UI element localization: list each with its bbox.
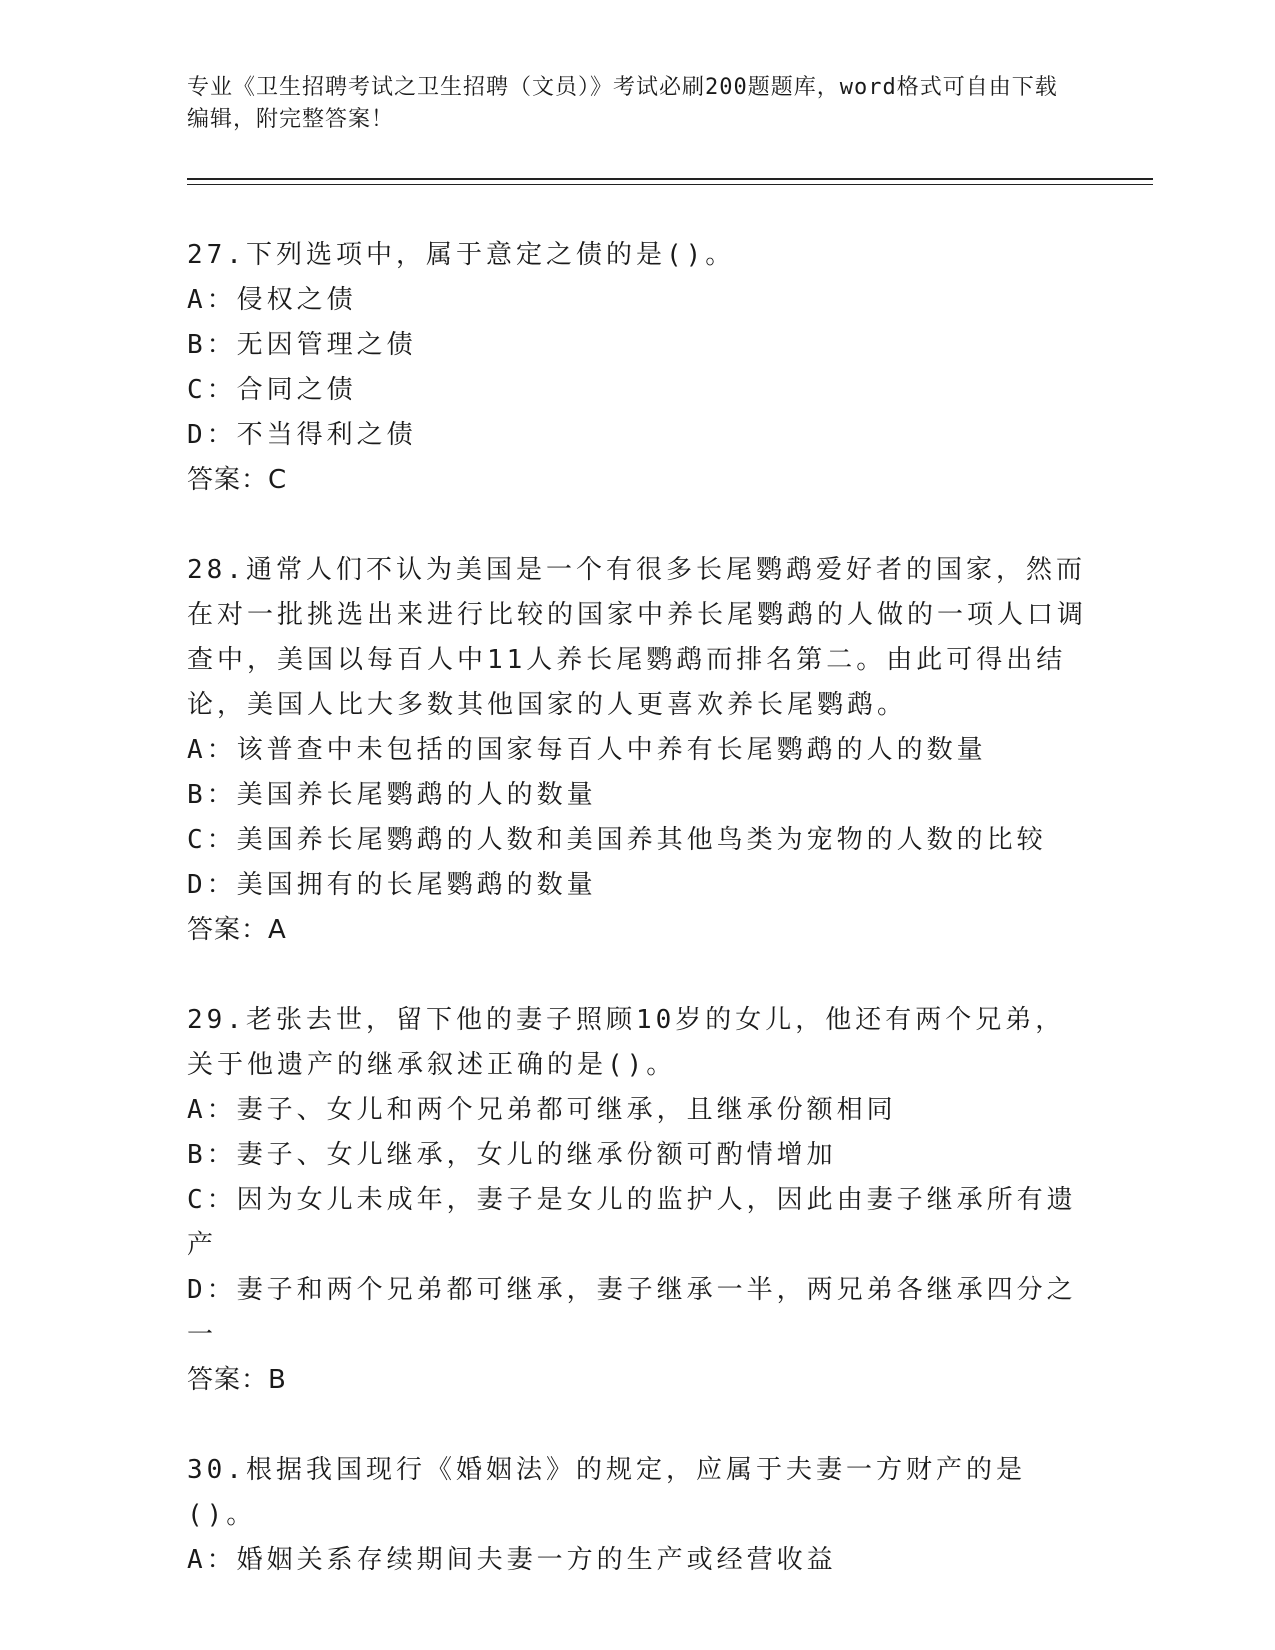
question-text: 29.老张去世，留下他的妻子照顾10岁的女儿，他还有两个兄弟，关于他遗产的继承叙述正确的是()。	[187, 1005, 1066, 1080]
question-list	[187, 233, 1087, 1628]
option-a: A：妻子、女儿和两个兄弟都可继承，且继承份额相同	[187, 1095, 897, 1125]
option-c: C：合同之债	[187, 375, 357, 405]
option-d: D：妻子和两个兄弟都可继承，妻子继承一半，两兄弟各继承四分之一	[187, 1275, 1077, 1350]
option-d: D：美国拥有的长尾鹦鹉的数量	[187, 870, 597, 900]
header-divider-thin	[187, 184, 1153, 185]
option-c: C：因为女儿未成年，妻子是女儿的监护人，因此由妻子继承所有遗产	[187, 1185, 1077, 1260]
question-text: 28.通常人们不认为美国是一个有很多长尾鹦鹉爱好者的国家，然而在对一批挑选出来进行比较的国家中养长尾鹦鹉的人做的一项人口调查中，美国以每百人中11人养长尾鹦鹉而排名第二。由此可得出结论，美国人比大多数其他国家的人更喜欢养长尾鹦鹉。	[187, 555, 1088, 720]
option-b: B：妻子、女儿继承，女儿的继承份额可酌情增加	[187, 1140, 837, 1170]
option-a: A：侵权之债	[187, 285, 357, 315]
option-a: A：婚姻关系存续期间夫妻一方的生产或经营收益	[187, 1545, 837, 1575]
question-text: 27.下列选项中，属于意定之债的是()。	[187, 240, 736, 270]
answer-line: 答案：C	[187, 465, 288, 495]
question-text: 30.根据我国现行《婚姻法》的规定，应属于夫妻一方财产的是()。	[187, 1455, 1026, 1530]
option-d: D：不当得利之债	[187, 420, 417, 450]
question-27	[187, 233, 1087, 503]
header-divider-thick	[187, 178, 1153, 180]
option-b: B：无因管理之债	[187, 330, 417, 360]
option-c: C：美国养长尾鹦鹉的人数和美国养其他鸟类为宠物的人数的比较	[187, 825, 1047, 855]
option-b: B：美国养长尾鹦鹉的人的数量	[187, 780, 597, 810]
question-29	[187, 998, 1087, 1403]
answer-line: 答案：B	[187, 1365, 287, 1395]
answer-line: 答案：A	[187, 915, 287, 945]
question-30	[187, 1448, 1087, 1583]
option-a: A：该普查中未包括的国家每百人中养有长尾鹦鹉的人的数量	[187, 735, 987, 765]
question-28	[187, 548, 1087, 953]
document-header: 专业《卫生招聘考试之卫生招聘（文员）》考试必刷200题题库，word格式可自由下载编辑，附完整答案！	[187, 75, 1058, 132]
